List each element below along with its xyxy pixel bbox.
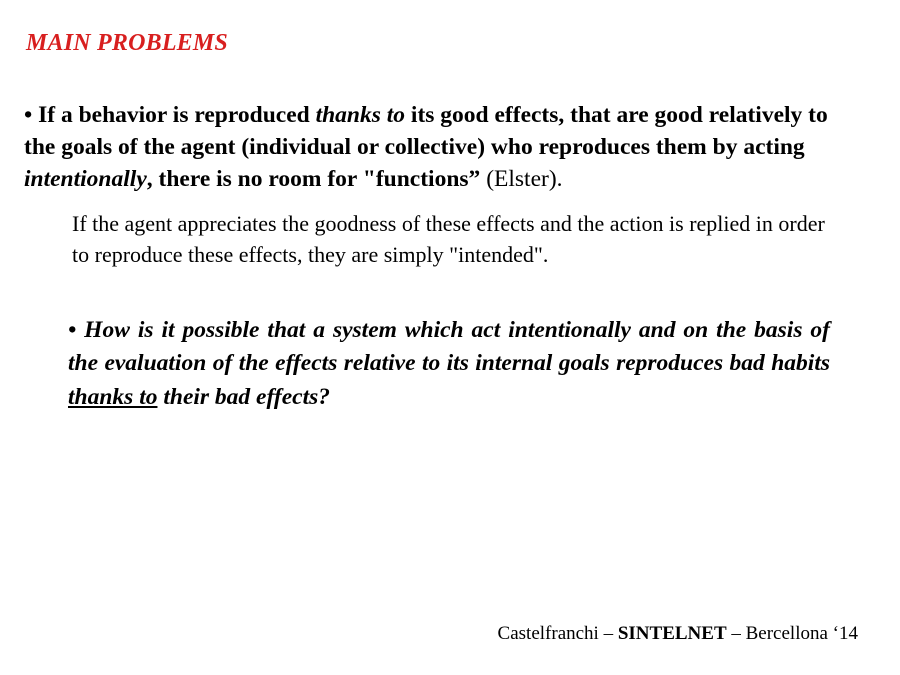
footer-location: Bercellona ‘14 [745,623,858,644]
page-title: MAIN PROBLEMS [26,30,228,56]
slide-footer [498,623,858,645]
slide-body [24,99,844,414]
paragraph-1-segment-3: its good effects, that are good relatively to the goals of the agent (individual or collective) who reproduces them by acting [24,102,828,161]
paragraph-clarification: If the agent appreciates the goodness of these effects and the action is replied in order to reproduce these effects, they are simply "intended". [72,210,825,267]
paragraph-1-citation: (Elster). [486,166,563,193]
paragraph-1-segment-1: If a behavior is reproduced [32,102,316,128]
paragraph-1-emphasis-thanks-to: thanks to [315,102,406,128]
paragraph-1-emphasis-intentionally: intentionally [24,166,147,193]
paragraph-research-question [68,314,830,414]
bullet-marker-1: • [24,102,33,128]
paragraph-main-claim [24,99,844,196]
paragraph-1-segment-5: , there is no room for "functions” [146,166,487,193]
bullet-marker-2: • [68,317,77,344]
paragraph-3-underlined-thanks-to: thanks to [68,383,158,410]
footer-event: SINTELNET [617,623,727,644]
paragraph-3-segment-3: their bad effects? [157,383,330,410]
footer-author: Castelfranchi [497,623,599,644]
footer-separator-1: – [598,623,618,644]
footer-separator-2: – [726,623,746,644]
paragraph-3-segment-1: How is it possible that a system which act intentionally and on the basis of the evaluation of the effects relative to its internal goals reproduces bad habits [68,317,830,377]
